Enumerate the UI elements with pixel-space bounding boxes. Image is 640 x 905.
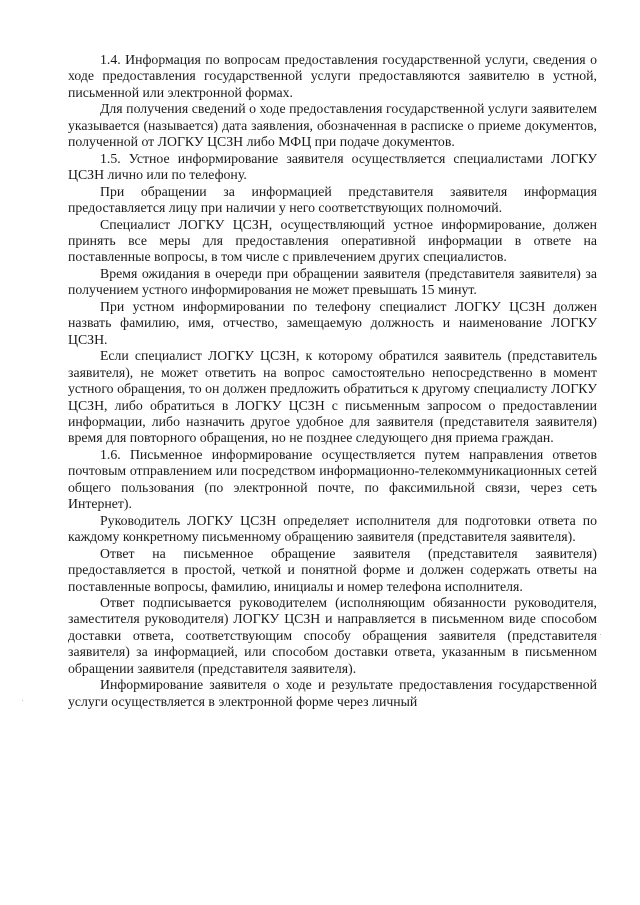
paragraph-1-6-written-info: 1.6. Письменное информирование осуществляется путем направления ответов почтовым отправлением или посредством информационно-телекоммуникационных сетей общего пользования (по электронной почте, по факсимильной связи, через сеть Интернет). [68, 446, 597, 512]
paragraph-answer-signing: Ответ подписывается руководителем (исполняющим обязанности руководителя, заместителя руководителя) ЛОГКУ ЦСЗН и направляется в письменном виде способом доставки ответа, соответствующим способу обращения заявителя (представителя заявителя) за информацией, или способом доставки ответа, указанным в письменном обращении заявителя (представителя заявителя). [68, 594, 597, 676]
paragraph-executor: Руководитель ЛОГКУ ЦСЗН определяет исполнителя для подготовки ответа по каждому конкретному письменному обращению заявителя (представителя заявителя). [68, 512, 597, 545]
scan-speck [600, 634, 601, 635]
paragraph-answer-form: Ответ на письменное обращение заявителя (представителя заявителя) предоставляется в простой, четкой и понятной форме и должен содержать ответы на поставленные вопросы, фамилию, инициалы и номер телефона исполнителя. [68, 545, 597, 594]
paragraph-representative: При обращении за информацией представителя заявителя информация предоставляется лицу при наличии у него соответствующих полномочий. [68, 183, 597, 216]
paragraph-specialist-duties: Специалист ЛОГКУ ЦСЗН, осуществляющий устное информирование, должен принять все меры для предоставления оперативной информации в ответе на поставленные вопросы, в том числе с привлечением других специалистов. [68, 216, 597, 265]
paragraph-1-5-oral-info: 1.5. Устное информирование заявителя осуществляется специалистами ЛОГКУ ЦСЗН лично или по телефону. [68, 150, 597, 183]
document-body [68, 52, 597, 710]
scan-speck [22, 700, 23, 701]
paragraph-1-4-information: 1.4. Информация по вопросам предоставления государственной услуги, сведения о ходе предоставления государственной услуги предоставляются заявителю в устной, письменной или электронной формах. [68, 52, 597, 100]
paragraph-phone-info: При устном информировании по телефону специалист ЛОГКУ ЦСЗН должен назвать фамилию, имя, отчество, замещаемую должность и наименование ЛОГКУ ЦСЗН. [68, 298, 597, 347]
paragraph-progress-info: Для получения сведений о ходе предоставления государственной услуги заявителем указывается (называется) дата заявления, обозначенная в расписке о приеме документов, полученной от ЛОГКУ ЦСЗН либо МФЦ при подаче документов. [68, 101, 597, 150]
paragraph-redirect: Если специалист ЛОГКУ ЦСЗН, к которому обратился заявитель (представитель заявителя), не может ответить на вопрос самостоятельно непосредственно в момент устного обращения, то он должен предложить обратиться к другому специалисту ЛОГКУ ЦСЗН, либо обратиться в ЛОГКУ ЦСЗН с письменным запросом о предоставлении информации, либо назначить другое удобное для заявителя (представителя заявителя) время для повторного обращения, но не позднее следующего дня приема граждан. [68, 348, 597, 446]
paragraph-electronic-info: Информирование заявителя о ходе и результате предоставления государственной услуги осуществляется в электронной форме через личный [68, 677, 597, 709]
paragraph-waiting-time: Время ожидания в очереди при обращении заявителя (представителя заявителя) за получением устного информирования не может превышать 15 минут. [68, 265, 597, 298]
